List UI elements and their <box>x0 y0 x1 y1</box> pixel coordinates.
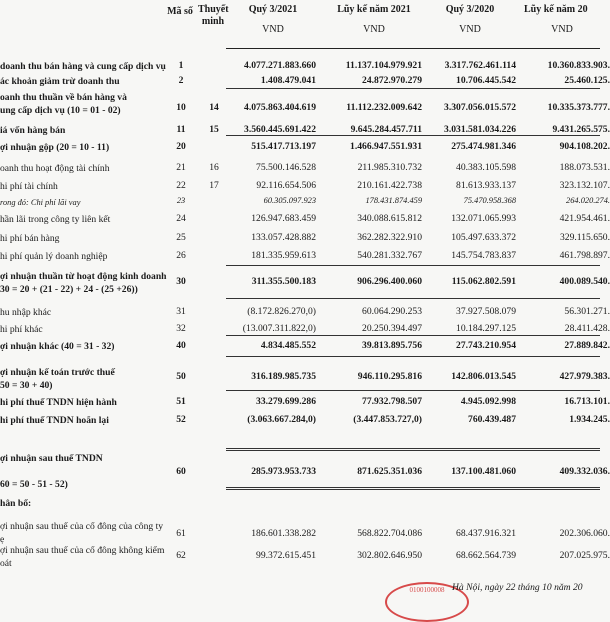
row-value-col-4: 904.108.202. <box>559 141 610 152</box>
row-note: 15 <box>209 124 219 135</box>
header-ytd-2020 <box>524 4 600 36</box>
row-value-col-1: 316.189.985.735 <box>251 371 316 382</box>
row-value-col-4: 28.411.428. <box>564 323 610 334</box>
row-value-col-3: 142.806.013.545 <box>451 371 516 382</box>
row-value-col-2: 906.296.400.060 <box>357 276 422 287</box>
row-label <box>0 414 196 427</box>
row-label-line: 60 = 50 - 51 - 52) <box>0 479 68 490</box>
row-value-col-3: 3.307.056.015.572 <box>444 102 516 113</box>
row-value-col-3: 68.662.564.739 <box>456 550 516 561</box>
row-value-col-3: 132.071.065.993 <box>451 213 516 224</box>
row-value-col-3: 81.613.933.137 <box>456 180 516 191</box>
row-code: 50 <box>176 371 186 382</box>
row-value-col-1: 4.077.271.883.660 <box>244 60 316 71</box>
row-label-line: ác khoản giảm trừ doanh thu <box>0 76 120 87</box>
row-label-line: hi phí khác <box>0 324 43 335</box>
row-label-line: oát <box>0 558 12 569</box>
header-rule <box>226 48 600 49</box>
row-value-col-2: 210.161.422.738 <box>357 180 422 191</box>
row-code: 40 <box>176 340 186 351</box>
row-value-col-1: 3.560.445.691.422 <box>244 124 316 135</box>
header-note: Thuyết minh <box>198 4 229 27</box>
header-q3-2020 <box>424 4 516 36</box>
row-value-col-2: 946.110.295.816 <box>357 371 422 382</box>
header-q3-2021-label: Quý 3/2021 <box>248 4 298 15</box>
row-value-col-3: 68.437.916.321 <box>456 528 516 539</box>
row-code: 60 <box>176 466 186 477</box>
header-unit-4: VND <box>551 24 573 35</box>
row-value-col-1: (8.172.826.270,0) <box>247 306 316 317</box>
row-value-col-1: 181.335.959.613 <box>251 250 316 261</box>
row-label <box>0 306 196 319</box>
row-code: 61 <box>176 528 186 539</box>
row-value-col-4: 329.115.650. <box>559 232 610 243</box>
row-label-line: hần lãi trong công ty liên kết <box>0 214 111 225</box>
row-value-col-2: 20.250.394.497 <box>362 323 422 334</box>
row-code: 25 <box>176 232 186 243</box>
row-label <box>0 270 196 296</box>
row-label <box>0 323 196 336</box>
row-value-col-3: 137.100.481.060 <box>451 466 516 477</box>
header-code: Mã số <box>167 6 193 17</box>
row-code: 24 <box>176 213 186 224</box>
row-value-col-3: 75.470.958.368 <box>463 196 516 205</box>
subtotal-rule <box>226 390 600 391</box>
header-unit-3: VND <box>459 24 481 35</box>
row-label-line: hi phí quản lý doanh nghiệp <box>0 251 108 262</box>
header-ytd-2020-label: Lũy kế năm 20 <box>524 4 588 15</box>
row-value-col-3: 40.383.105.598 <box>456 162 516 173</box>
row-value-col-2: 9.645.284.457.711 <box>350 124 422 135</box>
row-value-col-2: 11.137.104.979.921 <box>345 60 422 71</box>
row-note: 14 <box>209 102 219 113</box>
row-value-col-1: 1.408.479.041 <box>260 75 316 86</box>
row-value-col-4: 16.713.101. <box>564 396 610 407</box>
row-value-col-3: 10.706.445.542 <box>456 75 516 86</box>
row-label <box>0 75 196 88</box>
row-value-col-2: 39.813.895.756 <box>362 340 422 351</box>
row-value-col-4: 461.798.897. <box>559 250 610 261</box>
row-code: 21 <box>176 162 186 173</box>
row-label-line: rong đó: Chi phí lãi vay <box>0 198 81 207</box>
row-label-line: oanh thu hoạt động tài chính <box>0 163 110 174</box>
row-value-col-4: 421.954.461. <box>559 213 610 224</box>
header-unit-2: VND <box>363 24 385 35</box>
row-label <box>0 497 196 510</box>
row-label-line: hân bổ: <box>0 498 32 509</box>
row-label-line: ợi nhuận sau thuế TNDN <box>0 453 103 464</box>
row-code: 62 <box>176 550 186 561</box>
row-value-col-4: 9.431.265.575. <box>552 124 610 135</box>
row-label <box>0 124 196 137</box>
row-label <box>0 141 196 154</box>
row-label-line: hu nhập khác <box>0 307 52 318</box>
row-value-col-1: 99.372.615.451 <box>256 550 316 561</box>
row-code: 2 <box>178 75 184 86</box>
row-label <box>0 544 196 570</box>
row-value-col-4: 409.332.036. <box>559 466 610 477</box>
row-value-col-4: 27.889.842. <box>564 340 610 351</box>
row-label <box>0 213 196 226</box>
subtotal-rule <box>226 135 600 136</box>
row-label <box>0 520 196 546</box>
row-label-line: hi phí thuế TNDN hoãn lại <box>0 415 109 426</box>
row-code: 26 <box>176 250 186 261</box>
row-value-col-1: 133.057.428.882 <box>251 232 316 243</box>
row-value-col-4: 25.460.125. <box>564 75 610 86</box>
row-label-line: hi phí thuế TNDN hiện hành <box>0 397 117 408</box>
row-value-col-2: (3.447.853.727,0) <box>353 414 422 425</box>
row-value-col-2: 211.985.310.732 <box>357 162 422 173</box>
subtotal-rule <box>226 448 600 451</box>
row-label-line: doanh thu bán hàng và cung cấp dịch vụ <box>0 61 166 72</box>
row-value-col-1: (13.007.311.822,0) <box>242 323 316 334</box>
row-value-col-1: 4.075.863.404.619 <box>244 102 316 113</box>
row-value-col-3: 760.439.487 <box>468 414 516 425</box>
row-value-col-4: 56.301.271. <box>564 306 610 317</box>
row-label <box>0 91 196 117</box>
header-q3-2021 <box>230 4 316 36</box>
row-label-line: 30 = 20 + (21 - 22) + 24 - (25 +26)) <box>0 284 138 295</box>
row-value-col-1: 75.500.146.528 <box>256 162 316 173</box>
row-value-col-3: 3.317.762.461.114 <box>444 60 516 71</box>
row-label-line: ợi nhuận thuần từ hoạt động kinh doanh <box>0 271 167 282</box>
row-value-col-1: 92.116.654.506 <box>256 180 316 191</box>
row-value-col-3: 275.474.981.346 <box>451 141 516 152</box>
subtotal-rule <box>226 298 600 299</box>
company-seal-number: 0100100008 <box>409 586 445 594</box>
row-value-col-2: 568.822.704.086 <box>357 528 422 539</box>
row-value-col-2: 362.282.322.910 <box>357 232 422 243</box>
row-value-col-2: 871.625.351.036 <box>357 466 422 477</box>
row-value-col-3: 37.927.508.079 <box>456 306 516 317</box>
row-value-col-1: 311.355.500.183 <box>251 276 316 287</box>
subtotal-rule <box>226 88 600 89</box>
row-value-col-2: 178.431.874.459 <box>365 196 422 205</box>
row-label-line: ẹ <box>0 534 5 545</box>
row-label <box>0 232 196 245</box>
row-code: 31 <box>176 306 186 317</box>
row-value-col-3: 4.945.092.998 <box>460 396 516 407</box>
row-note: 17 <box>209 180 219 191</box>
table-header <box>0 0 600 50</box>
row-value-col-1: 33.279.699.286 <box>256 396 316 407</box>
signing-date: Hà Nội, ngày 22 tháng 10 năm 20 <box>452 582 583 593</box>
row-value-col-4: 400.089.540. <box>559 276 610 287</box>
row-value-col-3: 145.754.783.837 <box>451 250 516 261</box>
row-code: 11 <box>176 124 186 135</box>
row-value-col-1: 515.417.713.197 <box>251 141 316 152</box>
row-value-col-2: 77.932.798.507 <box>362 396 422 407</box>
row-value-col-3: 105.497.633.372 <box>451 232 516 243</box>
row-label-line: hi phí tài chính <box>0 181 58 192</box>
row-value-col-4: 10.360.833.903. <box>547 60 610 71</box>
row-label-line: iá vốn hàng bán <box>0 125 66 136</box>
row-value-col-1: 60.305.097.923 <box>263 196 316 205</box>
row-value-col-2: 60.064.290.253 <box>362 306 422 317</box>
row-value-col-2: 340.088.615.812 <box>357 213 422 224</box>
row-value-col-1: (3.063.667.284,0) <box>247 414 316 425</box>
row-value-col-2: 24.872.970.279 <box>362 75 422 86</box>
row-label-line: hi phí bán hàng <box>0 233 60 244</box>
row-code: 32 <box>176 323 186 334</box>
row-value-col-3: 3.031.581.034.226 <box>444 124 516 135</box>
row-value-col-2: 1.466.947.551.931 <box>350 141 422 152</box>
header-unit-1: VND <box>262 24 284 35</box>
row-value-col-3: 27.743.210.954 <box>456 340 516 351</box>
header-q3-2020-label: Quý 3/2020 <box>445 4 495 15</box>
row-label-line: ợi nhuận sau thuế của cổ đông của công ty <box>0 521 164 532</box>
subtotal-rule <box>226 335 600 336</box>
row-code: 51 <box>176 396 186 407</box>
row-label <box>0 366 196 392</box>
row-value-col-4: 188.073.531. <box>559 162 610 173</box>
row-value-col-4: 427.979.383. <box>559 371 610 382</box>
row-value-col-1: 186.601.338.282 <box>251 528 316 539</box>
row-label-line: ợi nhuận gộp (20 = 10 - 11) <box>0 142 110 153</box>
row-value-col-2: 540.281.332.767 <box>357 250 422 261</box>
row-value-col-4: 1.934.245. <box>569 414 610 425</box>
row-value-col-3: 115.062.802.591 <box>451 276 516 287</box>
row-value-col-3: 10.184.297.125 <box>456 323 516 334</box>
row-label-line: 50 = 30 + 40) <box>0 380 53 391</box>
row-label-line: ung cấp dịch vụ (10 = 01 - 02) <box>0 105 121 116</box>
row-label-line: oanh thu thuần về bán hàng và <box>0 92 127 103</box>
row-label <box>0 60 196 73</box>
row-value-col-4: 202.306.060. <box>559 528 610 539</box>
row-code: 22 <box>176 180 186 191</box>
row-value-col-2: 302.802.646.950 <box>357 550 422 561</box>
row-label <box>0 162 196 175</box>
row-code: 1 <box>178 60 184 71</box>
row-label-line <box>0 465 196 478</box>
row-code: 30 <box>176 276 186 287</box>
row-note: 16 <box>209 162 219 173</box>
row-code: 20 <box>176 141 186 152</box>
row-value-col-4: 207.025.975. <box>559 550 610 561</box>
row-code: 23 <box>176 196 186 205</box>
row-label <box>0 396 196 409</box>
subtotal-rule <box>226 356 600 357</box>
subtotal-rule <box>226 487 600 490</box>
row-value-col-4: 10.335.373.777. <box>547 102 610 113</box>
row-label-line: ợi nhuận sau thuế của cổ đông không kiểm <box>0 545 165 556</box>
row-label <box>0 250 196 263</box>
subtotal-rule <box>226 265 600 266</box>
row-label <box>0 196 196 209</box>
header-ytd-2021 <box>326 4 422 36</box>
row-value-col-1: 285.973.953.733 <box>251 466 316 477</box>
row-code: 10 <box>176 102 186 113</box>
row-label-line: ợi nhuận kế toán trước thuế <box>0 367 115 378</box>
row-code: 52 <box>176 414 186 425</box>
row-value-col-1: 4.834.485.552 <box>260 340 316 351</box>
row-value-col-4: 323.132.107. <box>559 180 610 191</box>
row-value-col-1: 126.947.683.459 <box>251 213 316 224</box>
row-label <box>0 452 196 491</box>
row-value-col-4: 264.020.274. <box>566 196 610 205</box>
row-label <box>0 340 196 353</box>
row-label-line: ợi nhuận khác (40 = 31 - 32) <box>0 341 115 352</box>
row-value-col-2: 11.112.232.009.642 <box>346 102 422 113</box>
header-ytd-2021-label: Lũy kế năm 2021 <box>337 4 411 15</box>
row-label <box>0 180 196 193</box>
